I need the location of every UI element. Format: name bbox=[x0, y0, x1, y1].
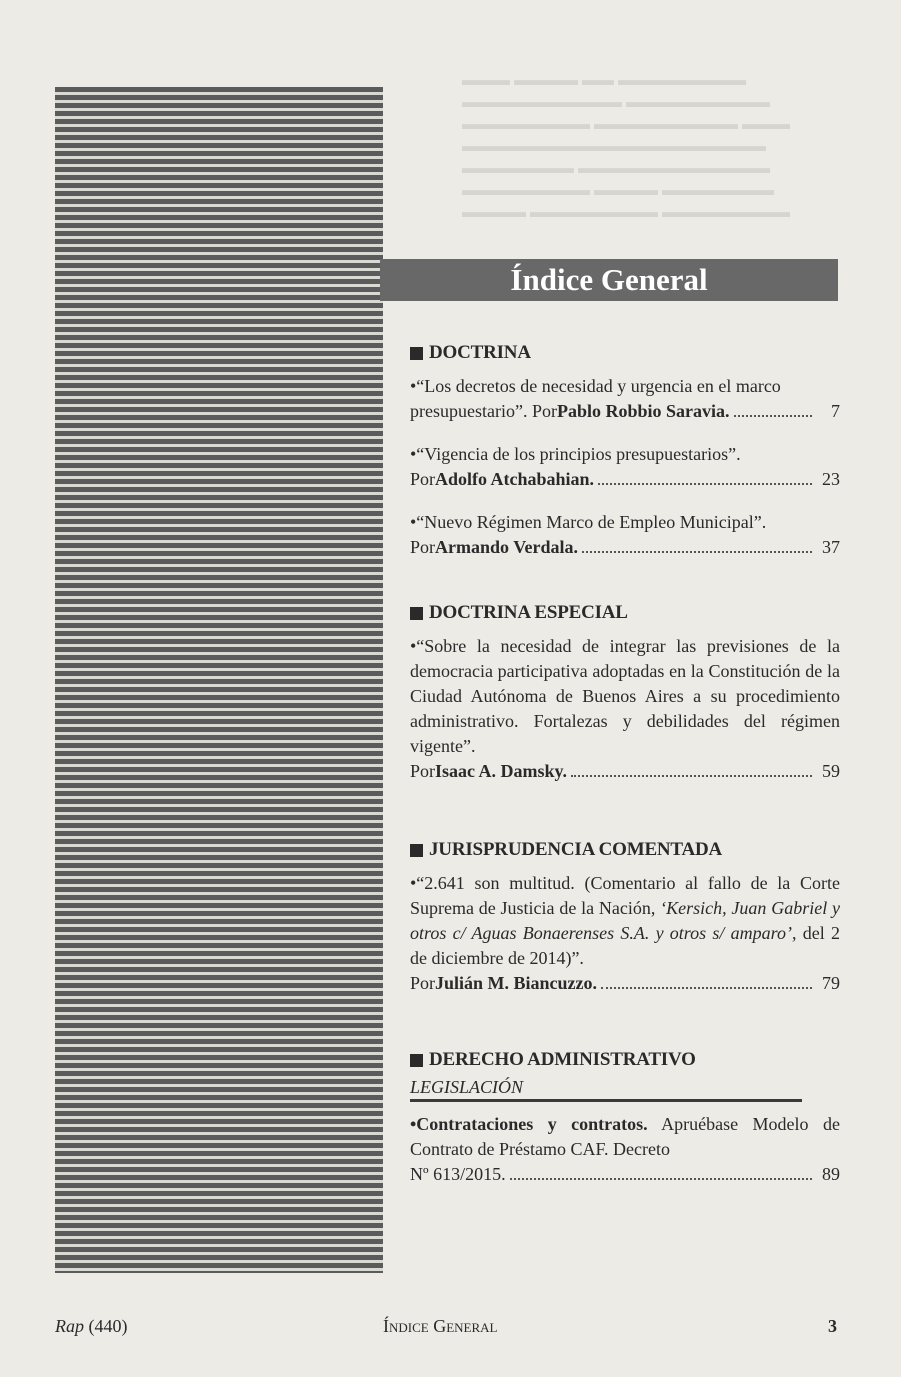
page-number: 23 bbox=[822, 469, 840, 489]
footer-section-title: Índice General bbox=[383, 1316, 498, 1336]
footer-journal: Rap (440) bbox=[55, 1316, 128, 1336]
toc-entry[interactable]: •Contrataciones y contratos. Apruébase Modelo de Contrato de Préstamo CAF. Decreto Nº 613/2015. 89 bbox=[410, 1112, 840, 1187]
toc-entry[interactable]: •“2.641 son multitud. (Comentario al fallo de la Corte Suprema de Justicia de la Nación, ‘Kersich, Juan Gabriel y otros c/ Aguas Bonaerenses S.A. y otros s/ amparo’, del 2 de diciembre de 2014)”. Por Julián M. Biancuzzo. 79 bbox=[410, 871, 840, 996]
section-heading: DOCTRINA bbox=[410, 342, 840, 364]
page-number: 59 bbox=[822, 761, 840, 781]
author-name: Armando Verdala. bbox=[435, 537, 579, 557]
footer-page-number: 3 bbox=[828, 1316, 837, 1336]
square-bullet-icon bbox=[410, 607, 423, 620]
bleed-through-text: ▬▬▬ ▬▬▬▬ ▬▬ ▬▬▬▬▬▬▬▬ ▬▬▬▬▬▬▬▬▬▬ ▬▬▬▬▬▬▬▬▬ ▬▬▬▬▬▬▬▬ ▬▬▬▬▬▬▬▬▬ ▬▬▬ ▬▬▬▬▬▬▬▬▬▬▬▬▬▬▬▬▬▬▬ ▬▬▬▬▬▬▬ ▬▬▬▬▬▬▬▬▬▬▬▬ ▬▬▬▬▬▬▬▬ ▬▬▬▬ ▬▬▬▬▬▬▬ ▬▬▬▬ ▬▬▬▬▬▬▬▬ ▬▬▬▬▬▬▬▬ bbox=[462, 72, 790, 221]
decorative-stripe-block bbox=[55, 87, 383, 1273]
section-doctrina bbox=[410, 342, 840, 560]
section-jurisprudencia bbox=[410, 839, 840, 996]
page-number: 89 bbox=[822, 1164, 840, 1184]
toc-entry[interactable]: •“Los decretos de necesidad y urgencia en el marco presupuestario”. Por Pablo Robbio Saravia. 7 bbox=[410, 374, 840, 424]
toc-entry[interactable]: •“Sobre la necesidad de integrar las previsiones de la democracia participativa adoptadas en la Constitución de la Ciudad Autónoma de Buenos Aires a su procedimiento administrativo. Fortalezas y debilidades del régimen vigente”. Por Isaac A. Damsky. 59 bbox=[410, 634, 840, 784]
section-derecho-administrativo bbox=[410, 1049, 840, 1187]
toc-entry[interactable]: •“Vigencia de los principios presupuestarios”. Por Adolfo Atchabahian. 23 bbox=[410, 442, 840, 492]
section-heading: DOCTRINA ESPECIAL bbox=[410, 602, 840, 624]
author-name: Julián M. Biancuzzo. bbox=[435, 973, 598, 993]
toc-entry[interactable]: •“Nuevo Régimen Marco de Empleo Municipal”. Por Armando Verdala. 37 bbox=[410, 510, 840, 560]
author-name: Isaac A. Damsky. bbox=[435, 761, 568, 781]
page-number: 79 bbox=[822, 973, 840, 993]
section-doctrina-especial bbox=[410, 602, 840, 784]
author-name: Adolfo Atchabahian. bbox=[435, 469, 595, 489]
square-bullet-icon bbox=[410, 844, 423, 857]
section-heading: JURISPRUDENCIA COMENTADA bbox=[410, 839, 840, 861]
author-name: Pablo Robbio Saravia. bbox=[556, 401, 730, 421]
page-number: 7 bbox=[831, 401, 840, 421]
page-number: 37 bbox=[822, 537, 840, 557]
square-bullet-icon bbox=[410, 347, 423, 360]
subsection-heading: LEGISLACIÓN bbox=[410, 1075, 802, 1102]
square-bullet-icon bbox=[410, 1054, 423, 1067]
section-heading: DERECHO ADMINISTRATIVO bbox=[410, 1049, 840, 1071]
index-title: Índice General bbox=[380, 259, 838, 301]
case-name: ‘Kersich, Juan Gabriel y otros c/ Aguas Bonaerenses S.A. y otros s/ amparo’ bbox=[410, 898, 840, 943]
